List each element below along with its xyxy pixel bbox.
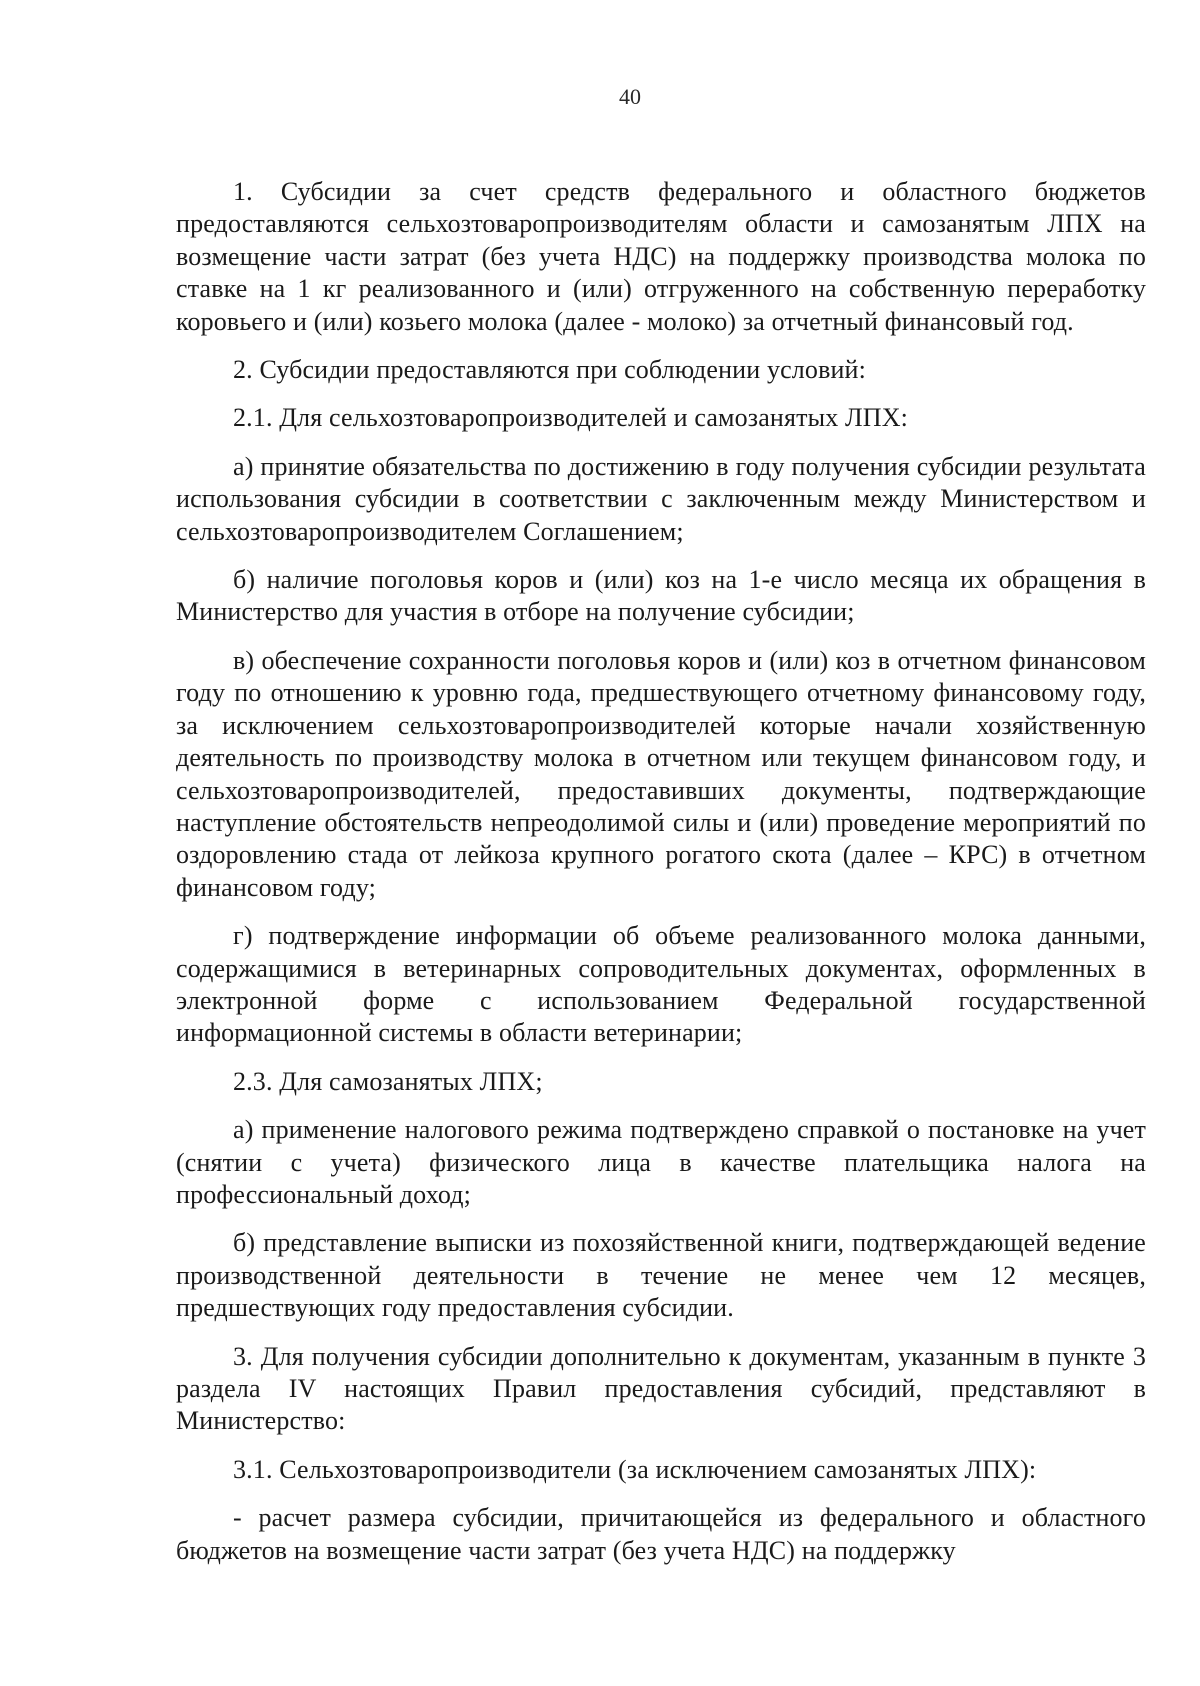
paragraph-1-subsidies-purpose: 1. Субсидии за счет средств федерального и областного бюджетов предоставляются сельхозтоваропроизводителям области и самозанятым ЛПХ на возмещение части затрат (без учета НДС) на поддержку производства молока по ставке на 1 кг реализованного и (или) отгруженного на собственную переработку коровьего и (или) козьего молока (далее - молоко) за отчетный финансовый год. <box>176 177 1146 336</box>
paragraph-2-3-heading: 2.3. Для самозанятых ЛПХ; <box>233 1066 543 1096</box>
paragraph-2-conditions-heading: 2. Субсидии предоставляются при соблюдении условий: <box>233 355 866 385</box>
paragraph-2-1-heading: 2.1. Для сельхозтоваропроизводителей и самозанятых ЛПХ: <box>233 403 909 433</box>
paragraph-3-1-item: - расчет размера субсидии, причитающейся из федерального и областного бюджетов на возмещение части затрат (без учета НДС) на поддержку <box>176 1503 1146 1565</box>
paragraph-3-1-heading: 3.1. Сельхозтоваропроизводители (за исключением самозанятых ЛПХ): <box>233 1454 1037 1484</box>
paragraph-2-1-b: б) наличие поголовья коров и (или) коз на 1-е число месяца их обращения в Министерство для участия в отборе на получение субсидии; <box>176 565 1146 627</box>
document-body <box>176 176 1146 1583</box>
paragraph-2-3-a: а) применение налогового режима подтверждено справкой о постановке на учет (снятии с учета) физического лица в качестве плательщика налога на профессиональный доход; <box>176 1115 1146 1209</box>
paragraph-2-1-v: в) обеспечение сохранности поголовья коров и (или) коз в отчетном финансовом году по отношению к уровню года, предшествующего отчетному финансовому году, за исключением сельхозтоваропроизводителей которые начали хозяйственную деятельность по производству молока в отчетном или текущем финансовом году, и сельхозтоваропроизводителей, предоставивших документы, подтверждающие наступление обстоятельств непреодолимой силы и (или) проведение мероприятий по оздоровлению стада от лейкоза крупного рогатого скота (далее – КРС) в отчетном финансовом году; <box>176 645 1146 902</box>
paragraph-2-1-a: а) принятие обязательства по достижению в году получения субсидии результата использования субсидии в соответствии с заключенным между Министерством и сельхозтоваропроизводителем Соглашением; <box>176 451 1146 546</box>
page-number: 40 <box>619 84 641 109</box>
paragraph-3-documents: 3. Для получения субсидии дополнительно к документам, указанным в пункте 3 раздела IV настоящих Правил предоставления субсидий, представляют в Министерство: <box>176 1341 1146 1436</box>
paragraph-2-3-b: б) представление выписки из похозяйственной книги, подтверждающей ведение производственной деятельности в течение не менее чем 12 месяцев, предшествующих году предоставления субсидии. <box>176 1228 1146 1323</box>
paragraph-2-1-g: г) подтверждение информации об объеме реализованного молока данными, содержащимися в ветеринарных сопроводительных документах, оформленных в электронной форме с использованием Федеральной государственной информационной системы в области ветеринарии; <box>176 921 1146 1048</box>
